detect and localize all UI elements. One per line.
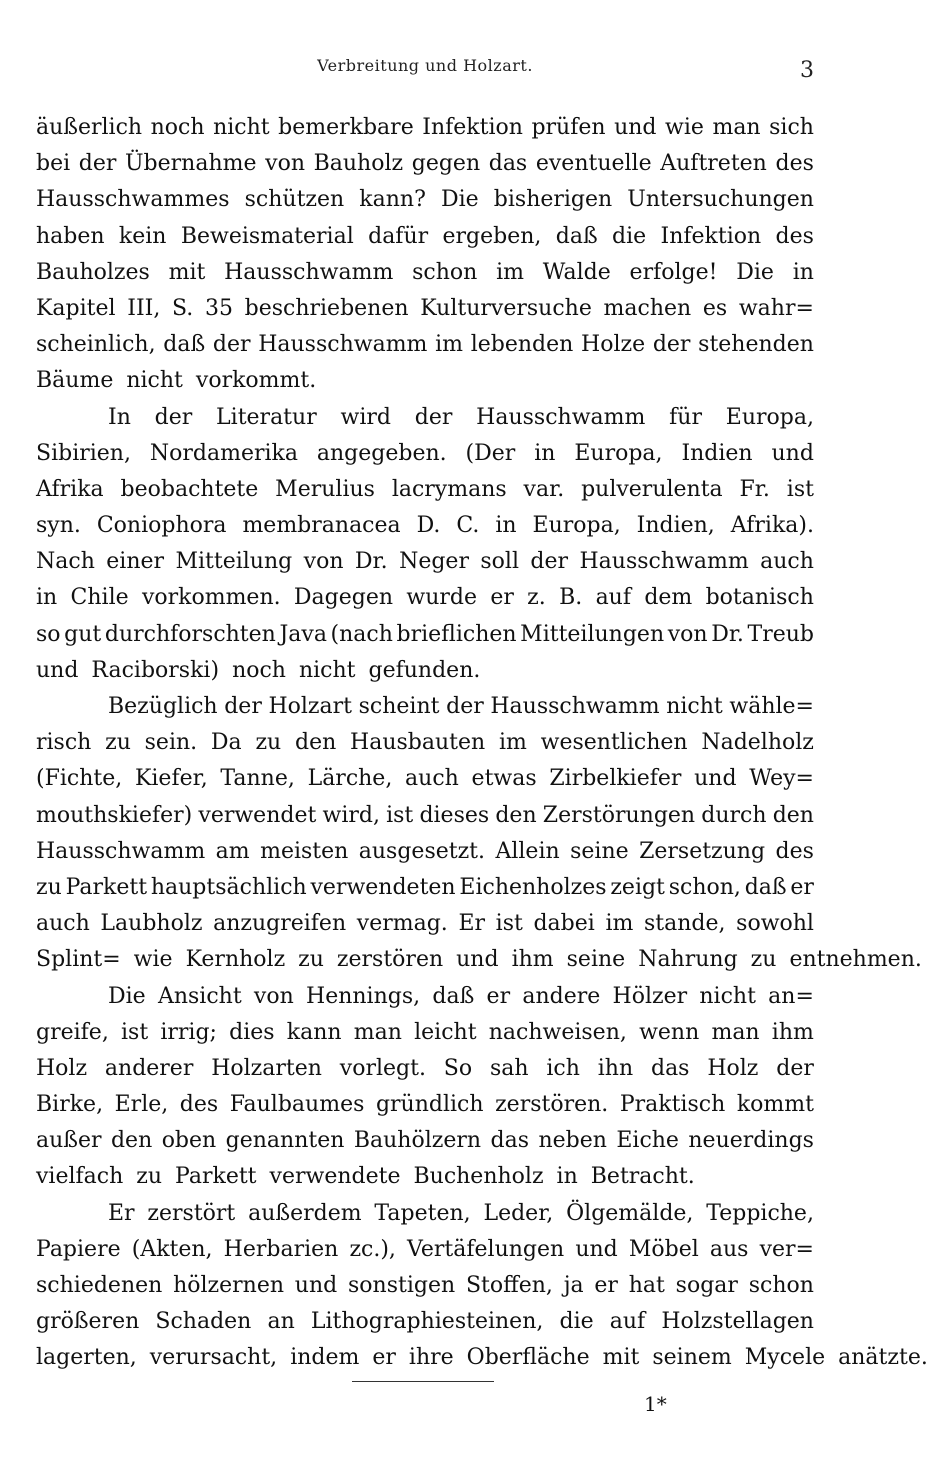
text-line: Bäume nicht vorkommt. — [36, 368, 317, 394]
text-line: und Raciborski) noch nicht gefunden. — [36, 657, 481, 683]
text-line: syn. Coniophora membranacea D. C. in Europa, Indien, Afrika). — [36, 513, 814, 539]
text-line: außer den oben genannten Bauhölzern das neben Eiche neuerdings — [36, 1128, 814, 1154]
text-line: Papiere (Akten, Herbarien zc.), Vertäfelungen und Möbel aus ver= — [36, 1236, 814, 1262]
text-line: (Fichte, Kiefer, Tanne, Lärche, auch etwas Zirbelkiefer und Wey= — [36, 766, 814, 792]
text-line: scheinlich, daß der Hausschwamm im lebenden Holze der stehenden — [36, 332, 814, 358]
text-line: so gut durchforschten Java (nach brieflichen Mitteilungen von Dr. Treub — [36, 621, 814, 647]
text-line: Die Ansicht von Hennings, daß er andere Hölzer nicht an= — [108, 983, 814, 1009]
running-title: Verbreitung und Holzart. — [317, 56, 533, 75]
text-line: Afrika beobachtete Merulius lacrymans var. pulverulenta Fr. ist — [36, 476, 814, 502]
text-line: bei der Übernahme von Bauholz gegen das eventuelle Auftreten des — [36, 151, 814, 177]
text-line: größeren Schaden an Lithographiesteinen, die auf Holzstellagen — [36, 1309, 814, 1335]
text-line: In der Literatur wird der Hausschwamm für Europa, — [108, 404, 814, 430]
text-line: risch zu sein. Da zu den Hausbauten im wesentlichen Nadelholz — [36, 730, 814, 756]
text-line: Kapitel III, S. 35 beschriebenen Kulturversuche machen es wahr= — [36, 295, 814, 321]
text-line: Nach einer Mitteilung von Dr. Neger soll der Hausschwamm auch — [36, 549, 814, 575]
text-line: äußerlich noch nicht bemerkbare Infektion prüfen und wie man sich — [36, 115, 814, 140]
text-line: Hausschwammes schützen kann? Die bisherigen Untersuchungen — [36, 187, 814, 213]
text-line: Bauholzes mit Hausschwamm schon im Walde erfolge! Die in — [36, 259, 814, 285]
text-line: lagerten, verursacht, indem er ihre Oberfläche mit seinem Mycele anätzte. — [36, 1345, 928, 1371]
text-line: Splint= wie Kernholz zu zerstören und ihm seine Nahrung zu entnehmen. — [36, 947, 922, 973]
text-line: Birke, Erle, des Faulbaumes gründlich zerstören. Praktisch kommt — [36, 1092, 814, 1118]
text-line: haben kein Beweismaterial dafür ergeben, daß die Infektion des — [36, 223, 814, 249]
footer-rule — [352, 1381, 494, 1382]
text-line: Hausschwamm am meisten ausgesetzt. Allein seine Zersetzung des — [36, 838, 814, 864]
text-line: schiedenen hölzernen und sonstigen Stoffen, ja er hat sogar schon — [36, 1273, 814, 1298]
signature-mark: 1* — [644, 1392, 667, 1416]
page-number: 3 — [800, 58, 814, 83]
text-line: auch Laubholz anzugreifen vermag. Er ist dabei im stande, sowohl — [36, 911, 814, 937]
text-line: Er zerstört außerdem Tapeten, Leder, Ölgemälde, Teppiche, — [108, 1200, 814, 1226]
text-line: Holz anderer Holzarten vorlegt. So sah ich ihn das Holz der — [36, 1055, 814, 1081]
text-line: in Chile vorkommen. Dagegen wurde er z. B. auf dem botanisch — [36, 585, 814, 611]
text-line: vielfach zu Parkett verwendete Buchenholz in Betracht. — [36, 1164, 695, 1190]
body-text — [36, 110, 928, 1377]
text-line: Bezüglich der Holzart scheint der Hausschwamm nicht wähle= — [108, 694, 814, 719]
text-line: mouthskiefer) verwendet wird, ist dieses den Zerstörungen durch den — [36, 802, 814, 828]
text-line: greife, ist irrig; dies kann man leicht nachweisen, wenn man ihm — [36, 1019, 814, 1045]
text-line: zu Parkett hauptsächlich verwendeten Eichenholzes zeigt schon, daß er — [36, 874, 814, 900]
text-line: Sibirien, Nordamerika angegeben. (Der in Europa, Indien und — [36, 440, 814, 466]
